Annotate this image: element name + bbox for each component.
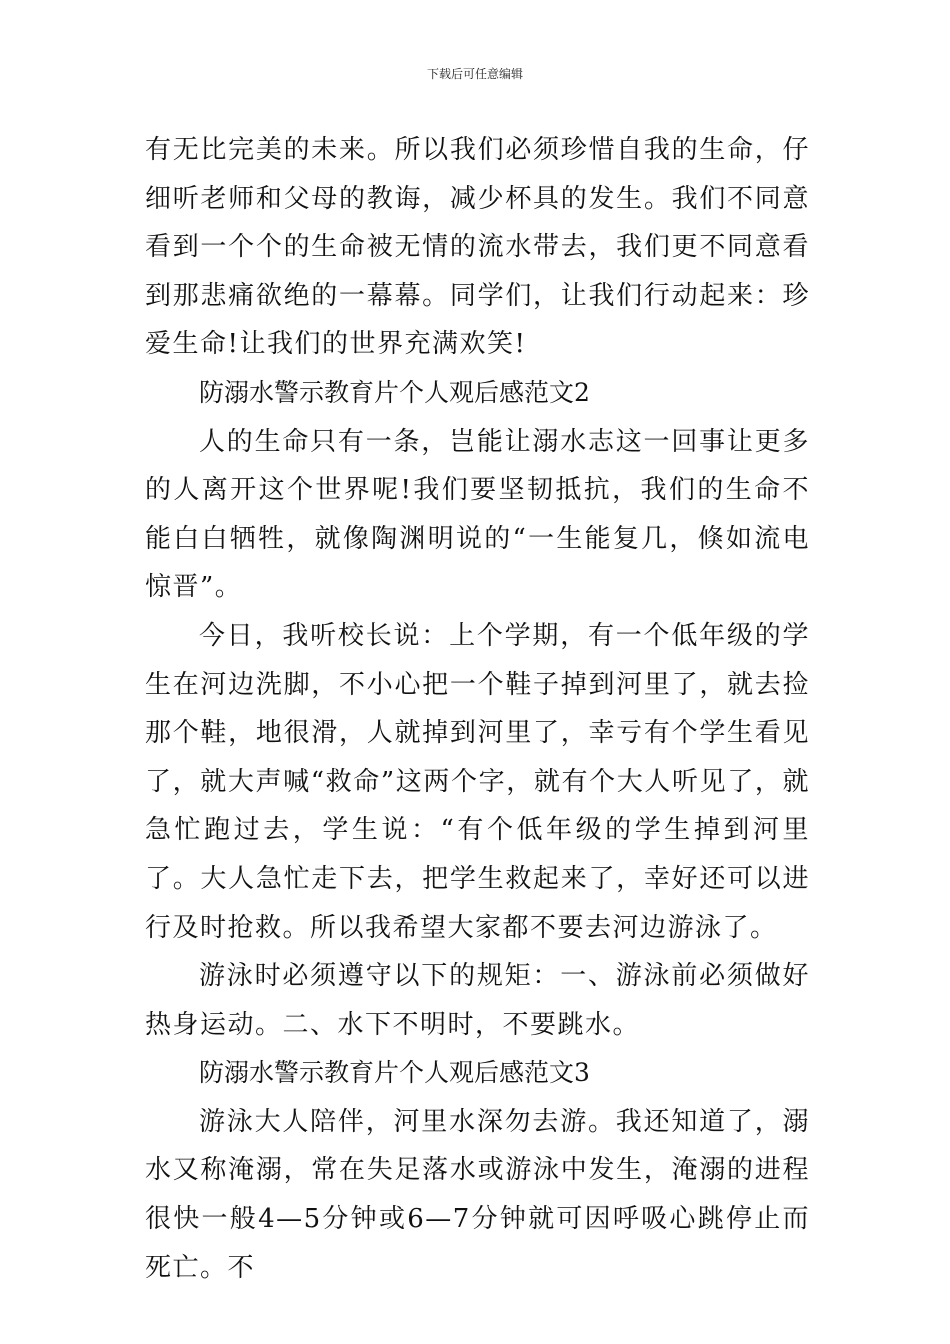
paragraph-5: 游泳大人陪伴，河里水深勿去游。我还知道了，溺水又称淹溺，常在失足落水或游泳中发生，淹溺的进程很快一般4—5分钟或6—7分钟就可因呼吸心跳停止而死亡。不 xyxy=(145,1106,810,1283)
page-header: 下载后可任意编辑 xyxy=(426,67,523,81)
paragraph-2: 人的生命只有一条，岂能让溺水志这一回事让更多的人离开这个世界呢!我们要坚韧抵抗，我们的生命不能白白牺牲，就像陶渊明说的“一生能复几，倏如流电惊晋”。 xyxy=(145,426,810,603)
paragraph-4: 游泳时必须遵守以下的规矩：一、游泳前必须做好热身运动。二、水下不明时，不要跳水。 xyxy=(145,961,810,1040)
section-heading-3: 防溺水警示教育片个人观后感范文3 xyxy=(199,1058,590,1088)
paragraph-1: 有无比完美的未来。所以我们必须珍惜自我的生命，仔细听老师和父母的教诲，减少杯具的发生。我们不同意看到一个个的生命被无情的流水带去，我们更不同意看到那悲痛欲绝的一幕幕。同学们，让我们行动起来：珍爱生命!让我们的世界充满欢笑! xyxy=(145,135,810,360)
document-body xyxy=(145,126,810,1292)
section-heading-2: 防溺水警示教育片个人观后感范文2 xyxy=(199,377,590,407)
paragraph-3: 今日，我听校长说：上个学期，有一个低年级的学生在河边洗脚，不小心把一个鞋子掉到河里了，就去捡那个鞋，地很滑，人就掉到河里了，幸亏有个学生看见了，就大声喊“救命”这两个字，就有个大人听见了，就急忙跑过去，学生说：“有个低年级的学生掉到河里了。大人急忙走下去，把学生救起来了，幸好还可以进行及时抢救。所以我希望大家都不要去河边游泳了。 xyxy=(145,620,810,943)
